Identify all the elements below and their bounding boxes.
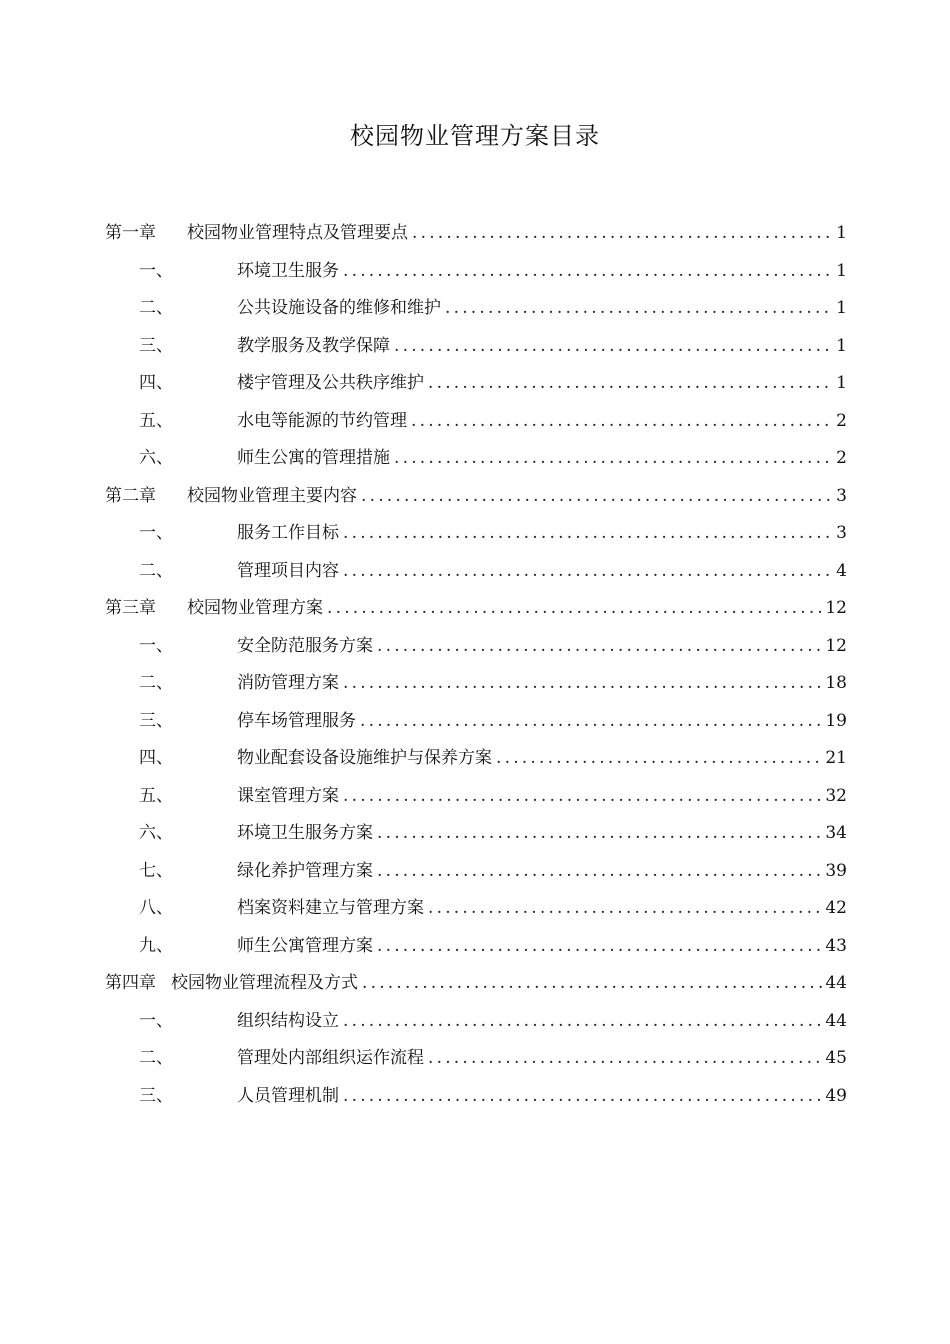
toc-dot-leader bbox=[327, 593, 823, 623]
toc-entry-title: 管理项目内容 bbox=[237, 560, 339, 581]
toc-entry-page-number: 1 bbox=[836, 373, 847, 393]
toc-entry-number: 第二章 bbox=[105, 485, 156, 506]
toc-dot-leader bbox=[428, 368, 834, 398]
table-of-contents bbox=[105, 218, 847, 1118]
toc-entry-page-number: 3 bbox=[836, 485, 847, 506]
toc-chapter-entry[interactable] bbox=[105, 218, 847, 256]
toc-section-entry[interactable] bbox=[105, 293, 847, 331]
toc-entry-page-number: 2 bbox=[836, 448, 847, 468]
toc-entry-title: 环境卫生服务 bbox=[237, 260, 339, 281]
toc-dot-leader bbox=[343, 668, 823, 698]
toc-entry-title: 服务工作目标 bbox=[237, 523, 339, 543]
toc-dot-leader bbox=[411, 406, 834, 436]
toc-chapter-entry[interactable] bbox=[105, 481, 847, 519]
toc-dot-leader bbox=[428, 893, 823, 923]
toc-entry-page-number: 45 bbox=[825, 1048, 847, 1068]
toc-entry-title: 安全防范服务方案 bbox=[237, 635, 373, 656]
toc-entry-number: 一、 bbox=[139, 1010, 173, 1031]
toc-dot-leader bbox=[360, 706, 823, 736]
toc-entry-number: 六、 bbox=[139, 448, 173, 468]
toc-entry-number: 二、 bbox=[139, 673, 173, 693]
toc-entry-page-number: 44 bbox=[825, 973, 847, 993]
toc-entry-title: 校园物业管理流程及方式 bbox=[171, 973, 358, 993]
toc-dot-leader bbox=[428, 1043, 823, 1073]
toc-entry-title: 人员管理机制 bbox=[237, 1085, 339, 1106]
toc-entry-page-number: 19 bbox=[825, 710, 847, 731]
toc-dot-leader bbox=[343, 1081, 823, 1111]
toc-entry-title: 环境卫生服务方案 bbox=[237, 823, 373, 843]
toc-section-entry[interactable] bbox=[105, 443, 847, 481]
toc-section-entry[interactable] bbox=[105, 331, 847, 369]
toc-dot-leader bbox=[343, 556, 834, 586]
toc-section-entry[interactable] bbox=[105, 406, 847, 444]
page-title: 校园物业管理方案目录 bbox=[350, 122, 600, 150]
toc-entry-page-number: 12 bbox=[825, 635, 847, 656]
toc-dot-leader bbox=[343, 518, 834, 548]
toc-entry-title: 校园物业管理方案 bbox=[187, 598, 323, 618]
toc-dot-leader bbox=[377, 631, 823, 661]
toc-entry-number: 二、 bbox=[139, 298, 173, 318]
toc-entry-number: 一、 bbox=[139, 260, 173, 281]
toc-entry-title: 课室管理方案 bbox=[237, 785, 339, 806]
toc-entry-page-number: 12 bbox=[825, 598, 847, 618]
toc-entry-page-number: 3 bbox=[836, 523, 847, 543]
toc-entry-title: 档案资料建立与管理方案 bbox=[237, 898, 424, 918]
toc-entry-number: 九、 bbox=[139, 935, 173, 956]
toc-section-entry[interactable] bbox=[105, 256, 847, 294]
toc-section-entry[interactable] bbox=[105, 818, 847, 856]
toc-dot-leader bbox=[343, 781, 823, 811]
toc-entry-page-number: 43 bbox=[825, 935, 847, 956]
toc-entry-page-number: 21 bbox=[825, 748, 847, 768]
toc-entry-number: 三、 bbox=[139, 335, 173, 356]
toc-section-entry[interactable] bbox=[105, 743, 847, 781]
toc-entry-number: 七、 bbox=[139, 860, 173, 881]
toc-dot-leader bbox=[394, 443, 834, 473]
toc-entry-number: 四、 bbox=[139, 373, 173, 393]
toc-entry-title: 绿化养护管理方案 bbox=[237, 860, 373, 881]
toc-entry-number: 六、 bbox=[139, 823, 173, 843]
toc-dot-leader bbox=[394, 331, 834, 361]
toc-dot-leader bbox=[496, 743, 823, 773]
toc-entry-page-number: 4 bbox=[836, 560, 847, 581]
toc-entry-title: 组织结构设立 bbox=[237, 1010, 339, 1031]
toc-section-entry[interactable] bbox=[105, 518, 847, 556]
toc-dot-leader bbox=[343, 1006, 823, 1036]
toc-dot-leader bbox=[412, 218, 834, 248]
toc-entry-page-number: 1 bbox=[836, 298, 847, 318]
toc-section-entry[interactable] bbox=[105, 631, 847, 669]
toc-section-entry[interactable] bbox=[105, 856, 847, 894]
toc-dot-leader bbox=[377, 931, 823, 961]
toc-entry-title: 停车场管理服务 bbox=[237, 710, 356, 731]
toc-entry-title: 物业配套设备设施维护与保养方案 bbox=[237, 748, 492, 768]
toc-entry-number: 五、 bbox=[139, 785, 173, 806]
toc-entry-number: 八、 bbox=[139, 898, 173, 918]
toc-entry-number: 一、 bbox=[139, 635, 173, 656]
toc-entry-number: 四、 bbox=[139, 748, 173, 768]
toc-section-entry[interactable] bbox=[105, 368, 847, 406]
toc-entry-page-number: 39 bbox=[825, 860, 847, 881]
toc-entry-page-number: 44 bbox=[825, 1010, 847, 1031]
toc-section-entry[interactable] bbox=[105, 1006, 847, 1044]
toc-chapter-entry[interactable] bbox=[105, 968, 847, 1006]
toc-entry-title: 楼宇管理及公共秩序维护 bbox=[237, 373, 424, 393]
toc-section-entry[interactable] bbox=[105, 781, 847, 819]
toc-section-entry[interactable] bbox=[105, 706, 847, 744]
toc-entry-number: 一、 bbox=[139, 523, 173, 543]
toc-section-entry[interactable] bbox=[105, 931, 847, 969]
toc-dot-leader bbox=[377, 818, 823, 848]
toc-entry-number: 第三章 bbox=[105, 598, 156, 618]
toc-entry-title: 教学服务及教学保障 bbox=[237, 335, 390, 356]
toc-entry-title: 师生公寓管理方案 bbox=[237, 935, 373, 956]
toc-entry-page-number: 49 bbox=[825, 1085, 847, 1106]
toc-section-entry[interactable] bbox=[105, 556, 847, 594]
toc-entry-title: 管理处内部组织运作流程 bbox=[237, 1048, 424, 1068]
toc-entry-page-number: 34 bbox=[825, 823, 847, 843]
toc-entry-title: 公共设施设备的维修和维护 bbox=[237, 298, 441, 318]
toc-entry-page-number: 1 bbox=[836, 260, 847, 281]
toc-entry-number: 二、 bbox=[139, 1048, 173, 1068]
toc-entry-title: 校园物业管理特点及管理要点 bbox=[187, 223, 408, 243]
toc-section-entry[interactable] bbox=[105, 893, 847, 931]
toc-entry-number: 第四章 bbox=[105, 973, 156, 993]
toc-section-entry[interactable] bbox=[105, 1043, 847, 1081]
toc-entry-number: 三、 bbox=[139, 710, 173, 731]
toc-dot-leader bbox=[361, 481, 834, 511]
toc-entry-title: 师生公寓的管理措施 bbox=[237, 448, 390, 468]
toc-entry-page-number: 1 bbox=[836, 223, 847, 243]
toc-entry-page-number: 2 bbox=[836, 410, 847, 431]
toc-section-entry[interactable] bbox=[105, 1081, 847, 1119]
toc-dot-leader bbox=[377, 856, 823, 886]
toc-entry-title: 校园物业管理主要内容 bbox=[187, 485, 357, 506]
toc-entry-page-number: 1 bbox=[836, 335, 847, 356]
toc-chapter-entry[interactable] bbox=[105, 593, 847, 631]
toc-entry-page-number: 42 bbox=[825, 898, 847, 918]
toc-entry-number: 五、 bbox=[139, 410, 173, 431]
toc-entry-title: 水电等能源的节约管理 bbox=[237, 410, 407, 431]
toc-entry-page-number: 32 bbox=[825, 785, 847, 806]
toc-section-entry[interactable] bbox=[105, 668, 847, 706]
toc-entry-page-number: 18 bbox=[825, 673, 847, 693]
toc-entry-title: 消防管理方案 bbox=[237, 673, 339, 693]
toc-entry-number: 二、 bbox=[139, 560, 173, 581]
toc-entry-number: 第一章 bbox=[105, 223, 156, 243]
toc-dot-leader bbox=[362, 968, 823, 998]
toc-entry-number: 三、 bbox=[139, 1085, 173, 1106]
toc-dot-leader bbox=[343, 256, 834, 286]
toc-dot-leader bbox=[445, 293, 834, 323]
